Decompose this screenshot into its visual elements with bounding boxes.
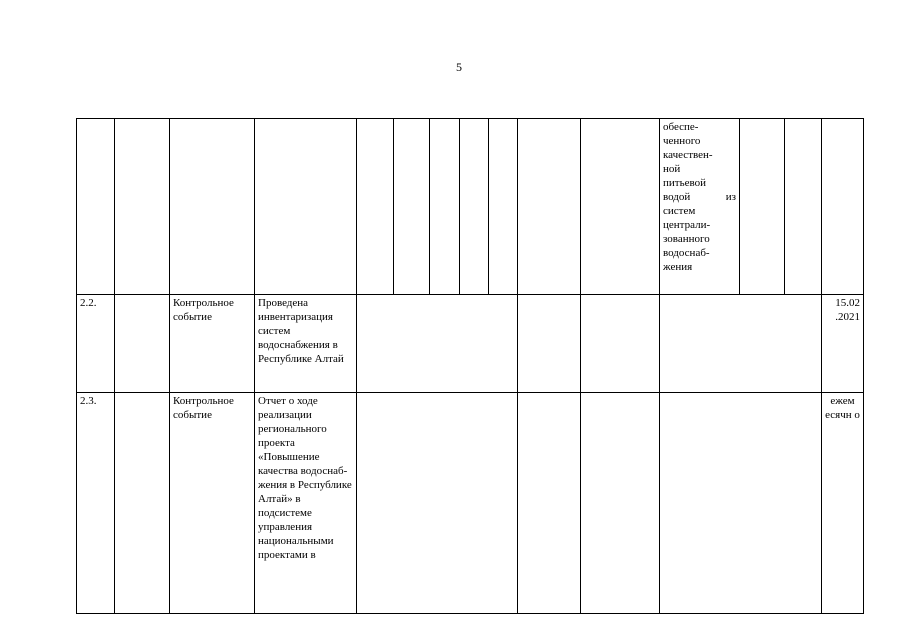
table-row (77, 393, 864, 614)
event-type-cell: Контрольное событие (170, 295, 255, 393)
table-cell (430, 119, 460, 295)
result-line: водой из (663, 191, 736, 203)
result-line: жения (663, 261, 693, 273)
table-cell (255, 119, 357, 295)
result-description-cell (660, 119, 740, 295)
table-cell (581, 295, 660, 393)
table-cell (660, 295, 822, 393)
result-line: ной (663, 163, 681, 175)
table-cell (357, 295, 518, 393)
table-cell (518, 119, 581, 295)
page-number: 5 (456, 60, 462, 74)
event-name-cell: Отчет о ходе реализации регионального проекта «Повышение качества водоснаб- жения в Республике Алтай» в подсистеме управления национальными проектами в (255, 393, 357, 614)
result-line: ченного (663, 135, 701, 147)
table-cell (822, 119, 864, 295)
table-cell (518, 295, 581, 393)
table-cell (518, 393, 581, 614)
table-cell (115, 295, 170, 393)
row-number-cell: 2.2. (77, 295, 115, 393)
table-cell (489, 119, 518, 295)
result-line: обеспе- (663, 121, 699, 133)
event-type-cell: Контрольное событие (170, 393, 255, 614)
table-cell (77, 119, 115, 295)
table-cell (660, 393, 822, 614)
table-row (77, 295, 864, 393)
table-cell (170, 119, 255, 295)
result-line: качествен- (663, 149, 713, 161)
table-cell (394, 119, 430, 295)
table-cell (115, 393, 170, 614)
deadline-cell: ежем есячн о (822, 393, 864, 614)
table-cell (460, 119, 489, 295)
result-line: водоснаб- (663, 247, 710, 259)
row-number-cell: 2.3. (77, 393, 115, 614)
result-line: питьевой (663, 177, 706, 189)
result-line: систем (663, 205, 696, 217)
deadline-cell: 15.02 .2021 (822, 295, 864, 393)
result-line: зованного (663, 233, 710, 245)
table-cell (785, 119, 822, 295)
table-cell (357, 119, 394, 295)
table-cell (115, 119, 170, 295)
event-name-cell: Проведена инвентаризация систем водоснабжения в Республике Алтай (255, 295, 357, 393)
table-cell (357, 393, 518, 614)
table-cell (581, 119, 660, 295)
result-line: централи- (663, 219, 711, 231)
table-cell (740, 119, 785, 295)
control-events-table (76, 118, 864, 614)
table-cell (581, 393, 660, 614)
table-row (77, 119, 864, 295)
